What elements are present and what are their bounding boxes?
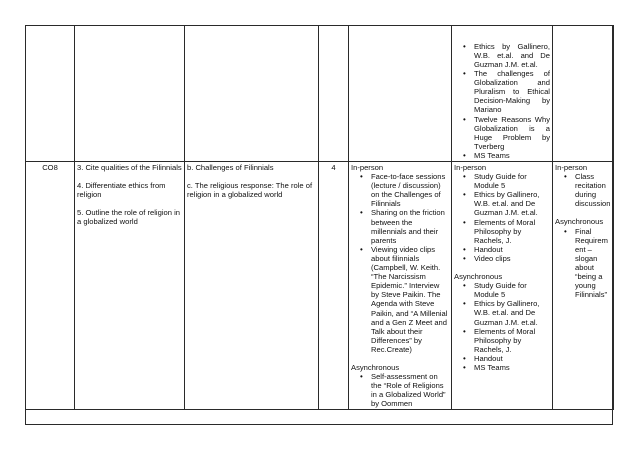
- topic-item: b. Challenges of Filinnials: [187, 163, 274, 172]
- co-cell-empty: [26, 26, 75, 162]
- outcomes-cell-empty: [75, 26, 185, 162]
- resources-async-label: Asynchronous: [454, 272, 503, 282]
- assessment-async-list: [555, 227, 611, 300]
- activities-async-list: [351, 372, 449, 408]
- list-item: • Twelve Reasons Why Globalization is a Huge Problem by Tverberg: [474, 115, 550, 151]
- table-row-continued: [26, 26, 614, 162]
- list-item: • Video clips: [474, 254, 550, 263]
- list-item: • Class recitation during discussion: [575, 172, 611, 208]
- topic-item: c. The religious response: The role of religion in a globalized world: [187, 181, 313, 200]
- assessment-cell: [553, 162, 614, 410]
- resources-async-list: [454, 281, 550, 372]
- outcome-item: 5. Outline the role of religion in a globalized world: [77, 208, 180, 227]
- table-row-co8: [26, 162, 614, 410]
- list-item: • Final Requirem ent – slogan about “being a young Filinnials”: [575, 227, 611, 300]
- co-cell: [26, 162, 75, 410]
- list-item: • Elements of Moral Philosophy by Rachels, J.: [474, 218, 550, 245]
- assessment-async-label: Asynchronous: [555, 217, 604, 227]
- list-item: • Study Guide for Module 5: [474, 281, 550, 299]
- list-item: • Viewing video clips about filinnials (Campbell, W. Keith. “The Narcissism Epidemic.” Interview by Steve Paikin. The Agenda with Steve Paikin, and “A Millenial and a Gen Z Meet and Talk about their Differences” by Rec.Create): [371, 245, 449, 354]
- list-item: • Self-assessment on the “Role of Religions in a Globalized World” by Oommen: [371, 372, 449, 408]
- list-item: • MS Teams: [474, 363, 550, 372]
- list-item: • Sharing on the friction between the millennials and their parents: [371, 208, 449, 244]
- list-item: • Face-to-face sessions (lecture / discussion) on the Challenges of Filinnials: [371, 172, 449, 208]
- activities-cell: [349, 162, 452, 410]
- syllabus-table: [25, 25, 614, 410]
- list-item: • Study Guide for Module 5: [474, 172, 550, 190]
- spacer: [454, 263, 550, 272]
- list-item: • Ethics by Gallinero, W.B. et.al. and De Guzman J.M. et.al.: [474, 42, 550, 69]
- hours-cell-empty: [319, 26, 349, 162]
- assessment-cell-empty: [553, 26, 614, 162]
- list-item: • Handout: [474, 354, 550, 363]
- activities-async-label: Asynchronous: [351, 362, 400, 372]
- resources-cell: [452, 162, 553, 410]
- hours-cell: [319, 162, 349, 410]
- outcome-item: 4. Differentiate ethics from religion: [77, 181, 166, 200]
- list-item: • Elements of Moral Philosophy by Rachels, J.: [474, 327, 550, 354]
- list-item: • Ethics by Gallinero, W.B. et.al. and De Guzman J.M. et.al.: [474, 190, 550, 217]
- resources-inperson-label: In-person: [454, 163, 487, 172]
- resources-list-continued: [454, 42, 550, 160]
- list-item: • The challenges of Globalization and Pluralism to Ethical Decision-Making by Mariano: [474, 69, 550, 114]
- activities-inperson-list: [351, 172, 449, 354]
- activities-inperson-label: In-person: [351, 163, 384, 172]
- resources-inperson-list: [454, 172, 550, 263]
- list-item: • Ethics by Gallinero, W.B. et.al. and De Guzman J.M. et.al.: [474, 299, 550, 326]
- hours-value: 4: [331, 163, 336, 172]
- list-item: • Handout: [474, 245, 550, 254]
- co-label: CO8: [42, 163, 58, 172]
- outcome-item: 3. Cite qualities of the Filinnials: [77, 163, 182, 172]
- topics-cell-empty: [185, 26, 319, 162]
- spacer: [555, 208, 611, 217]
- outcomes-cell: [75, 162, 185, 410]
- spacer: [351, 354, 449, 363]
- topics-cell: [185, 162, 319, 410]
- activities-cell-empty: [349, 26, 452, 162]
- assessment-inperson-label: In-person: [555, 163, 588, 172]
- resources-cell-continued: [452, 26, 553, 162]
- list-item: • MS Teams: [474, 151, 550, 160]
- assessment-inperson-list: [555, 172, 611, 208]
